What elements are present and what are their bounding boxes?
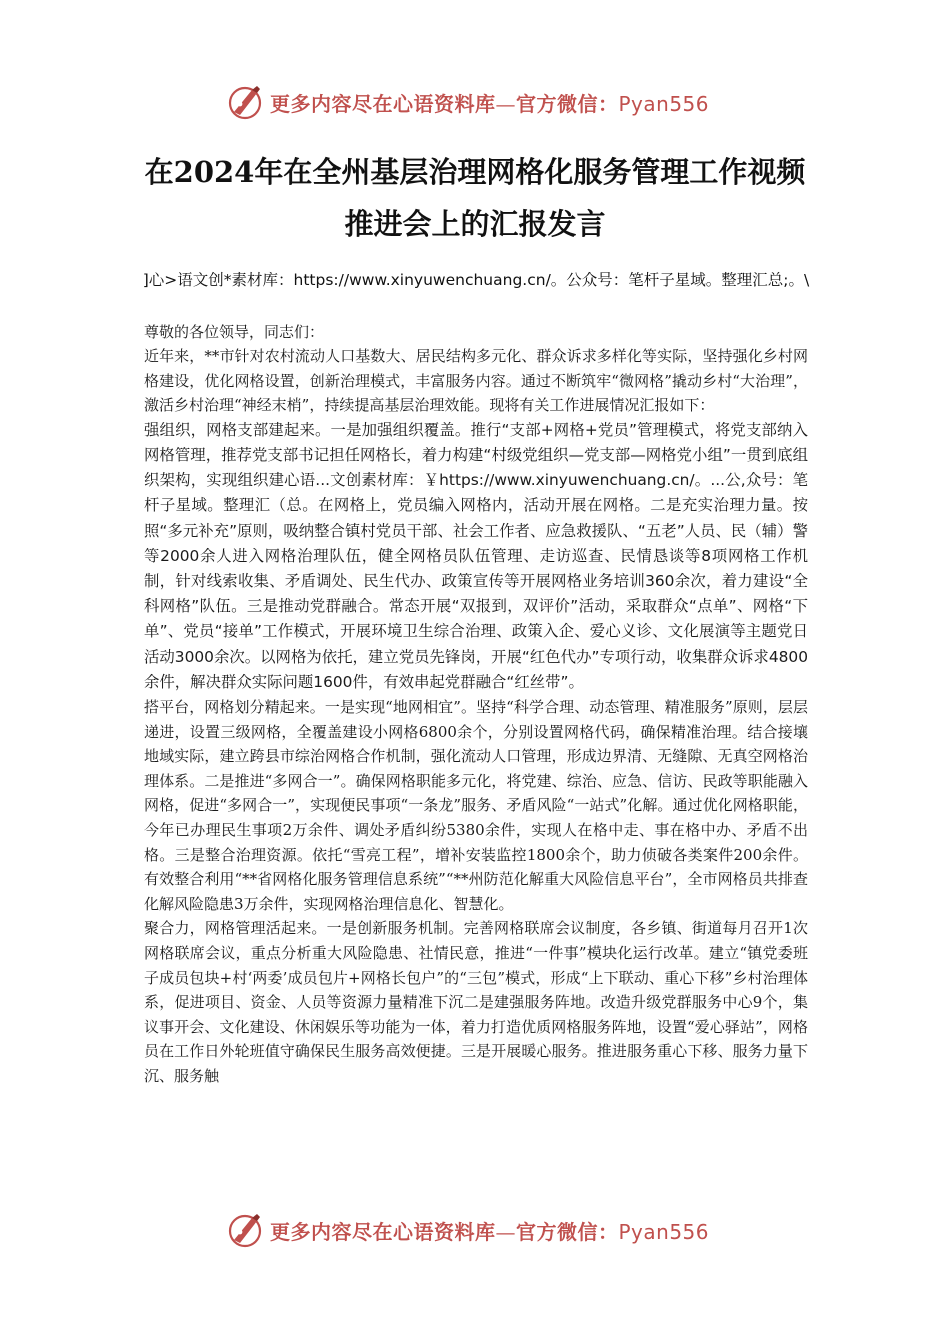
- title-line-1: 在2024年在全州基层治理网格化服务管理工作视频: [144, 155, 806, 189]
- banner-wechat-id: Pyan556: [618, 91, 710, 116]
- title-line-2: 推进会上的汇报发言: [344, 207, 606, 241]
- header-banner[interactable]: [226, 82, 746, 122]
- banner-text: [270, 88, 709, 117]
- document-title: [100, 146, 850, 250]
- source-line: ]心>语文创*素材库：https://www.xinyuwenchuang.cn/。公众号：笔杆子星域。整理汇总;。\: [142, 271, 810, 289]
- banner-dash: —: [495, 91, 516, 116]
- banner-wechat-id: Pyan556: [618, 1219, 710, 1244]
- pen-circle-logo-icon: [226, 82, 266, 122]
- paragraph-intro: 近年来，**市针对农村流动人口基数大、居民结构多元化、群众诉求多样化等实际，坚持强化乡村网格建设，优化网格设置，创新治理模式，丰富服务内容。通过不断筑牢“微网格”撬动乡村“大治理”，激活乡村治理“神经末梢”，持续提高基层治理效能。现将有关工作进展情况汇报如下：: [144, 347, 808, 415]
- banner-main-text: 更多内容尽在心语资料库: [270, 91, 496, 116]
- footer-banner[interactable]: [226, 1210, 746, 1250]
- paragraph-platform: 搭平台，网格划分精起来。一是实现“地网相宜”。坚持“科学合理、动态管理、精准服务”原则，层层递进，设置三级网格，全覆盖建设小网格6800余个，分别设置网格代码，确保精准治理。结合接壤地域实际，建立跨县市综治网格合作机制，强化流动人口管理，形成边界清、无缝隙、无真空网格治理体系。二是推进“多网合一”。确保网格职能多元化，将党建、综治、应急、信访、民政等职能融入网格，促进“多网合一”，实现便民事项“一条龙”服务、矛盾风险“一站式”化解。通过优化网格职能，今年已办理民生事项2万余件、调处矛盾纠纷5380余件，实现人在格中走、事在格中办、矛盾不出格。三是整合治理资源。依托“雪亮工程”，增补安装监控1800余个，助力侦破各类案件200余件。有效整合利用“**省网格化服务管理信息系统”“**州防范化解重大风险信息平台”，全市网格员共排查化解风险隐患3万余件，实现网格治理信息化、智慧化。: [144, 698, 808, 913]
- paragraph-organization: 强组织，网格支部建起来。一是加强组织覆盖。推行“支部+网格+党员”管理模式，将党支部纳入网格管理，推荐党支部书记担任网格长，着力构建“村级党组织—党支部—网格党小组”一贯到底组织架构，实现组织建心语...文创素材库：￥https://www.xinyuwenchuang.cn/。...公,众号：笔杆子星域。整理汇（总。在网格上，党员编入网格内，活动开展在网格。二是充实治理力量。按照“多元补充”原则，吸纳整合镇村党员干部、社会工作者、应急救援队、“五老”人员、民（辅）警等2000余人进入网格治理队伍，健全网格员队伍管理、走访巡查、民情恳谈等8项网格工作机制，针对线索收集、矛盾调处、民生代办、政策宣传等开展网格业务培训360余次，着力建设“全科网格”队伍。三是推动党群融合。常态开展“双报到，双评价”活动，采取群众“点单”、网格“下单”、党员“接单”工作模式，开展环境卫生综合治理、政策入企、爱心义诊、文化展演等主题党日活动3000余次。以网格为依托，建立党员先锋岗，开展“红色代办”专项行动，收集群众诉求4800余件，解决群众实际问题1600件，有效串起党群融合“红丝带”。: [144, 420, 808, 691]
- banner-dash: —: [495, 1219, 516, 1244]
- banner-label: 官方微信：: [516, 91, 619, 116]
- banner-text: [270, 1216, 709, 1245]
- banner-label: 官方微信：: [516, 1219, 619, 1244]
- document-body: [144, 320, 808, 1089]
- banner-main-text: 更多内容尽在心语资料库: [270, 1219, 496, 1244]
- paragraph-synergy: 聚合力，网格管理活起来。一是创新服务机制。完善网格联席会议制度，各乡镇、街道每月召开1次网格联席会议，重点分析重大风险隐患、社情民意，推进“一件事”模块化运行改革。建立“镇党委班子成员包块+村‘两委’成员包片+网格长包户”的“三包”模式，形成“上下联动、重心下移”乡村治理体系，促进项目、资金、人员等资源力量精准下沉二是建强服务阵地。改造升级党群服务中心9个，集议事开会、文化建设、休闲娱乐等功能为一体，着力打造优质网格服务阵地，设置“爱心驿站”，网格员在工作日外轮班值守确保民生服务高效便捷。三是开展暖心服务。推进服务重心下移、服务力量下沉、服务触: [144, 919, 808, 1085]
- greeting: 尊敬的各位领导，同志们：: [144, 323, 325, 341]
- pen-circle-logo-icon: [226, 1210, 266, 1250]
